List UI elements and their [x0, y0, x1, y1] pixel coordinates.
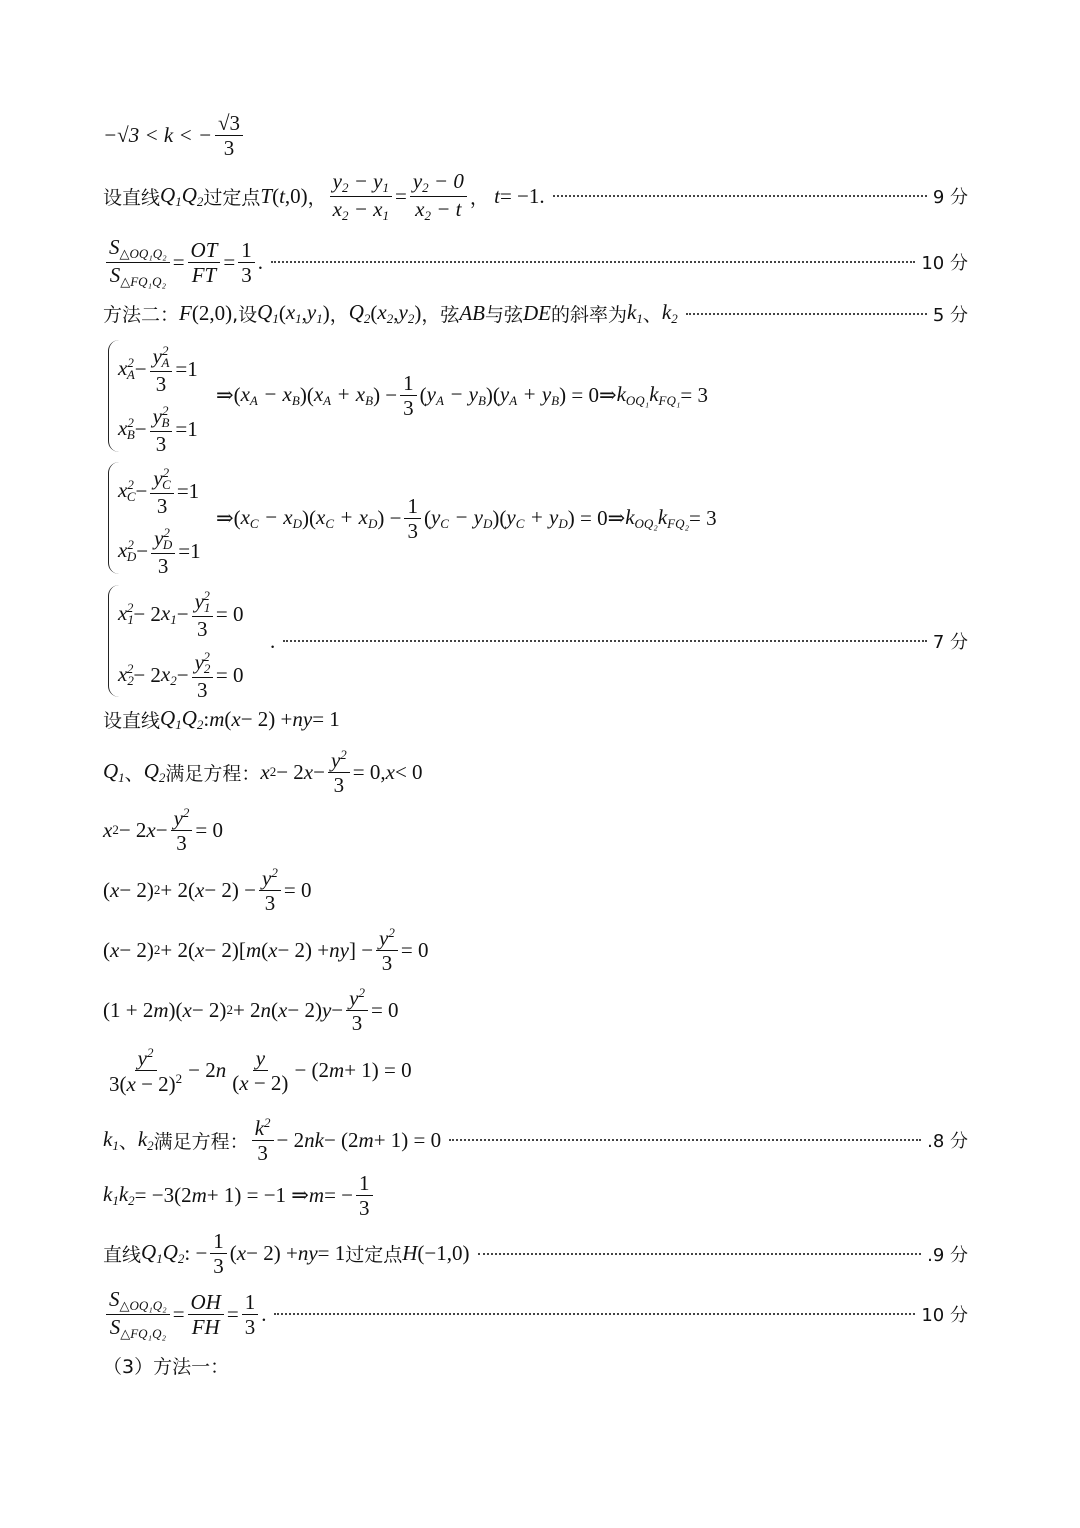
method-two-header: 方法二： F (2,0) ,设 $Q_1$ ( $x_1$ , $y_1$ ) ， $Q_2$ ( $x_2$ , $y_2$ ) ，弦 AB 与弦 DE 的斜率为 $k_1$ 、 $k_2$ 5 分 — [103, 300, 968, 326]
sys1-eq-a: $x^2_A$ − $\frac{y^2_A}{3}$ =1 — [118, 343, 198, 396]
score-9: 9 分 — [932, 187, 968, 209]
score-5: 5 分 — [932, 304, 968, 326]
sys2-eq-a: $x^2_C$ − $\frac{y^2_C}{3}$ =1 — [118, 465, 200, 518]
score-8: .8 分 — [927, 1131, 968, 1153]
equation-10: (1 + 2 m )( x − 2) 2 + 2 n ( x − 2) y − $\frac{y^2}{3}$ = 0 — [103, 985, 399, 1036]
score-7: 7 分 — [932, 632, 968, 653]
inequality-k-range: −√3 < k < − $\frac{√3}{3}$ — [103, 112, 968, 159]
q-satisfy-equation: $Q_1$ 、 $Q_2$ 满足方程： x 2 − 2 x − $\frac{y^2}{3}$ = 0, x < 0 — [103, 747, 423, 798]
fixed-point-H-line: 直线 $Q_1Q_2$ : − $\frac{1}{3}$ ( x − 2) + ny = 1 过定点 H (−1,0) .9 分 — [103, 1229, 968, 1279]
part-3-method-one: （3）方法一： — [103, 1356, 230, 1378]
area-ratio-OH-line: $\frac{S_{\triangle OQ_1Q_2}}{S_{\triangle FQ_1Q_2}}$ = $\frac{OH}{FH}$ = $\frac{1}{3}$ . 10 分 — [103, 1288, 968, 1340]
k1k2-product: $k_1k_2$ = −3(2 m + 1) = −1 ⇒ m = − $\frac{1}{3}$ — [103, 1172, 968, 1219]
line-Q1Q2-equation: 设直线 $Q_1Q_2$ : m ( x − 2) + ny = 1 — [103, 706, 340, 732]
sys3-eq-b: $x_2^2$ − 2 $x_2$ − $\frac{y_2^2}{3}$ = 0 — [118, 649, 244, 702]
equation-9: ( x − 2) 2 + 2( x − 2)[ m ( x − 2) + ny ] − $\frac{y^2}{3}$ = 0 — [103, 925, 429, 976]
equation-8: ( x − 2) 2 + 2( x − 2) − $\frac{y^2}{3}$ = 0 — [103, 865, 312, 916]
fixed-point-T-line: 设直线 $Q_1Q_2$ 过定点 T ( t ,0) ， $\frac{y_2 - y_1}{x_2 - x_1}$ = $\frac{y_2 - 0}{x_2 - t}$ ， t = −1. 9 分 — [103, 169, 968, 223]
sys1-eq-b: $x^2_B$ − $\frac{y^2_B}{3}$ =1 — [118, 403, 198, 456]
equation-11: $\frac{y^2}{3(x - 2)^2}$ − 2 n $\frac{y}{(x - 2)}$ − (2 m + 1) = 0 — [109, 1045, 412, 1097]
sys2-result: ⇒( $x_C - x_D$ )( $x_C + x_D$ ) − $\frac{1}{3}$ ( $y_C - y_D$ )( $y_C + y_D$ ) = 0⇒ $k_{OQ_2}k_{FQ_2}$ = 3 — [216, 494, 717, 544]
sys3-eq-a: $x_1^2$ − 2 $x_1$ − $\frac{y_1^2}{3}$ = 0 — [118, 588, 244, 641]
score-10: 10 分 — [921, 253, 968, 275]
area-ratio-OT-line: $\frac{S_{\triangle OQ_1Q_2}}{S_{\triangle FQ_1Q_2}}$ = $\frac{OT}{FT}$ = $\frac{1}{3}$ . 10 分 — [103, 236, 968, 288]
sys2-eq-b: $x^2_D$ − $\frac{y^2_D}{3}$ =1 — [118, 525, 201, 578]
score-9b: .9 分 — [927, 1244, 968, 1266]
sys1-result: ⇒( $x_A - x_B$ )( $x_A + x_B$ ) − $\frac{1}{3}$ ( $y_A - y_B$ )( $y_A + y_B$ ) = 0⇒ $k_{OQ_1}k_{FQ_1}$ = 3 — [216, 371, 708, 421]
sys3-leader: . 7 分 — [270, 628, 968, 653]
score-10b: 10 分 — [921, 1305, 968, 1327]
k-satisfy-equation: $k_1$ 、 $k_2$ 满足方程： $\frac{k^2}{3}$ − 2 nk − (2 m + 1) = 0 .8 分 — [103, 1115, 968, 1166]
equation-7: x 2 − 2 x − $\frac{y^2}{3}$ = 0 — [103, 805, 224, 856]
